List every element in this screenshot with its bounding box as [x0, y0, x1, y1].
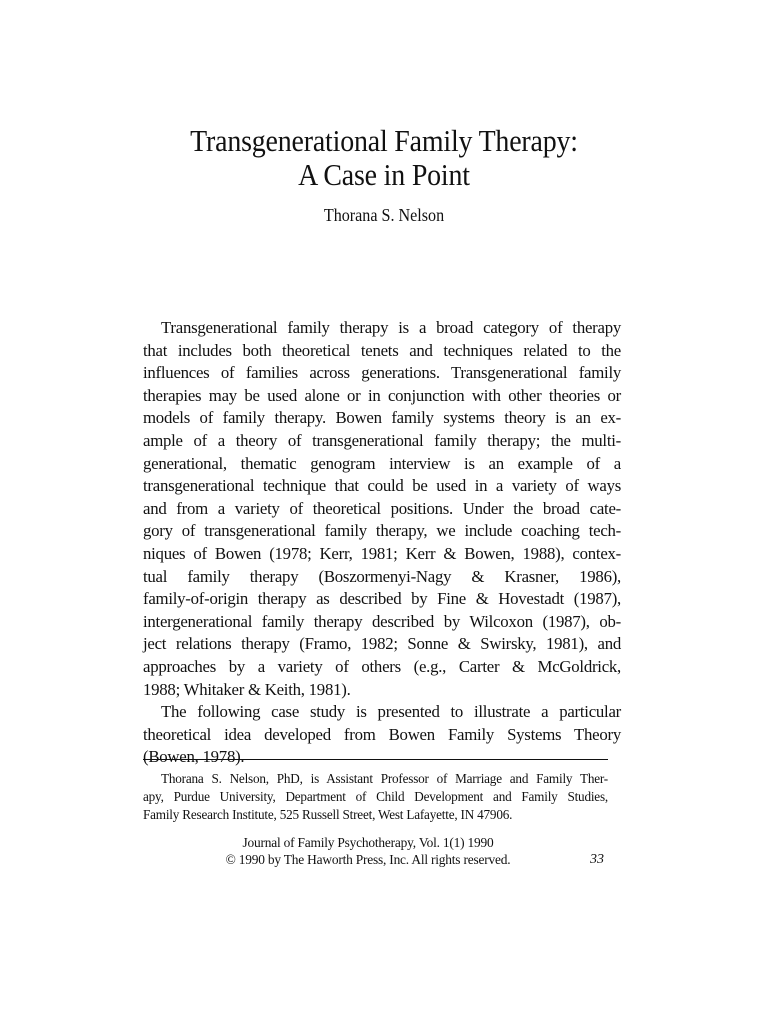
body-line: influences of families across generations. Transgenerational family: [143, 363, 621, 383]
body-line: 1988; Whitaker & Keith, 1981).: [143, 679, 351, 699]
body-line: generational, thematic genogram interview is an example of a: [143, 453, 621, 473]
body-line: family-of-origin therapy as described by Fine & Hovestadt (1987),: [143, 589, 621, 609]
footnote-line: Thorana S. Nelson, PhD, is Assistant Professor of Marriage and Family Ther-: [161, 771, 608, 786]
body-line: niques of Bowen (1978; Kerr, 1981; Kerr & Bowen, 1988), contex-: [143, 543, 621, 563]
body-line: Transgenerational family therapy is a broad category of therapy: [161, 318, 621, 337]
body-line: that includes both theoretical tenets and techniques related to the: [143, 340, 621, 360]
body-line: models of family therapy. Bowen family systems theory is an ex-: [143, 408, 621, 428]
body-line: therapies may be used alone or in conjunction with other theories or: [143, 385, 621, 405]
paper-title-line-1: Transgenerational Family Therapy:: [190, 123, 578, 158]
body-line: intergenerational family therapy described by Wilcoxon (1987), ob-: [143, 611, 621, 631]
body-line: transgenerational technique that could be used in a variety of ways: [143, 476, 621, 496]
body-line: ject relations therapy (Framo, 1982; Sonne & Swirsky, 1981), and: [143, 634, 621, 654]
body-line: ample of a theory of transgenerational family therapy; the multi-: [143, 430, 621, 450]
copyright-notice: © 1990 by The Haworth Press, Inc. All rights reserved.: [225, 852, 511, 867]
body-line: (Bowen, 1978).: [143, 747, 245, 767]
footnote-divider: [143, 759, 608, 760]
paper-title-line-2: A Case in Point: [298, 157, 470, 192]
journal-citation: Journal of Family Psychotherapy, Vol. 1(1) 1990: [242, 835, 494, 850]
body-line: tual family therapy (Boszormenyi-Nagy & Krasner, 1986),: [143, 566, 621, 586]
body-line: approaches by a variety of others (e.g., Carter & McGoldrick,: [143, 656, 621, 676]
page-number: 33: [590, 852, 604, 867]
body-text: [143, 317, 621, 769]
body-line: gory of transgenerational family therapy, we include coaching tech-: [143, 521, 621, 541]
footnote-line: apy, Purdue University, Department of Child Development and Family Studies,: [143, 789, 608, 804]
body-line: The following case study is presented to illustrate a particular: [161, 702, 621, 722]
author-name: Thorana S. Nelson: [323, 205, 445, 225]
footnote-line: Family Research Institute, 525 Russell Street, West Lafayette, IN 47906.: [143, 807, 513, 822]
author-footnote: [143, 770, 608, 824]
body-line: theoretical idea developed from Bowen Family Systems Theory: [143, 724, 621, 744]
body-line: and from a variety of theoretical positions. Under the broad cate-: [143, 498, 621, 518]
